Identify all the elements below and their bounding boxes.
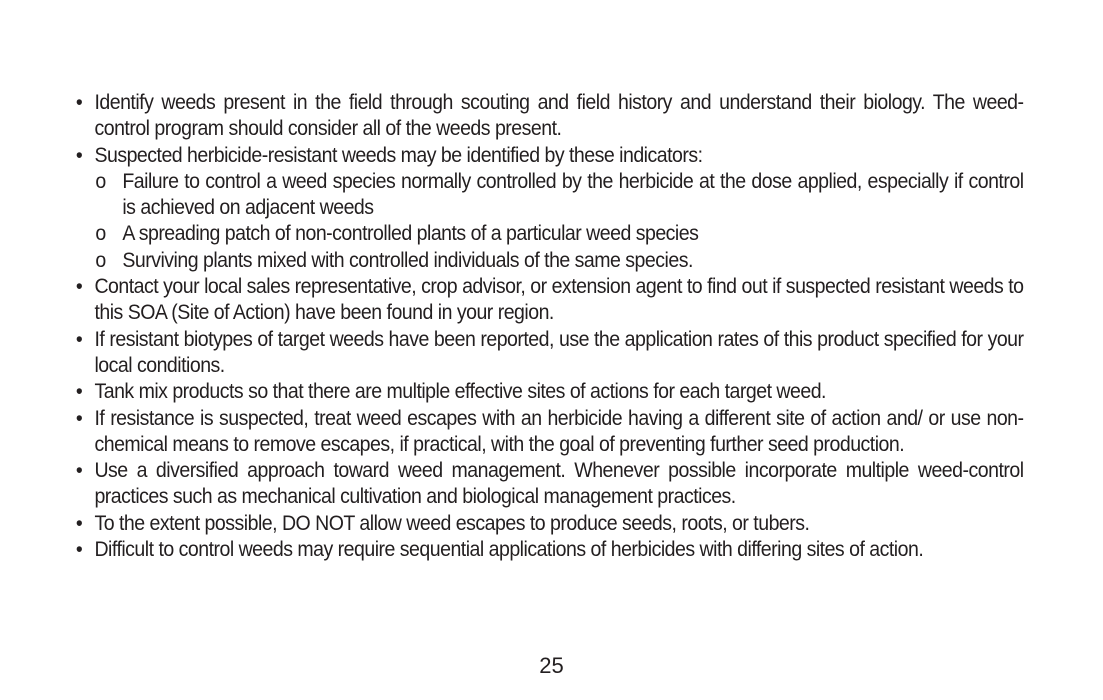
bullet-item: • To the extent possible, DO NOT allow weed escapes to produce seeds, roots, or tubers. xyxy=(74,511,1024,537)
sub-item xyxy=(74,169,1024,222)
sub-item-text: Failure to control a weed species normally controlled by the herbicide at the dose applied, especially if control is achieved on adjacent weeds xyxy=(122,169,1024,220)
bullet-item: • Use a diversified approach toward weed management. Whenever possible incorporate multiple weed-control practices such as mechanical cultivation and biological management practices. xyxy=(74,458,1024,511)
bullet-item: • Identify weeds present in the field through scouting and field history and understand their biology. The weed-control program should consider all of the weeds present. xyxy=(74,90,1024,143)
bullet-item: • If resistant biotypes of target weeds have been reported, use the application rates of this product specified for your local conditions. xyxy=(74,327,1024,380)
sub-item-marker: o xyxy=(95,222,106,246)
bullet-item: • Suspected herbicide-resistant weeds may be identified by these indicators: xyxy=(74,143,1024,169)
sub-item-marker: o xyxy=(95,169,106,193)
sub-item xyxy=(74,221,1024,247)
sub-item-text: A spreading patch of non-controlled plants of a particular weed species xyxy=(122,222,699,246)
bullet-item: • Tank mix products so that there are multiple effective sites of actions for each target weed. xyxy=(74,379,1024,405)
bullet-item: • Contact your local sales representative, crop advisor, or extension agent to find out if suspected resistant weeds to this SOA (Site of Action) have been found in your region. xyxy=(74,274,1024,327)
text-block xyxy=(74,90,1024,563)
sub-item-text: Surviving plants mixed with controlled individuals of the same species. xyxy=(122,248,693,272)
bullet-list xyxy=(74,90,1024,563)
page-number: 25 xyxy=(539,653,564,678)
bullet-item: • If resistance is suspected, treat weed escapes with an herbicide having a different site of action and/ or use non-chemical means to remove escapes, if practical, with the goal of preventing further seed production. xyxy=(74,406,1024,459)
bullet-item: • Difficult to control weeds may require sequential applications of herbicides with differing sites of action. xyxy=(74,537,1024,563)
sub-item-marker: o xyxy=(95,248,106,272)
sub-item xyxy=(74,248,1024,274)
